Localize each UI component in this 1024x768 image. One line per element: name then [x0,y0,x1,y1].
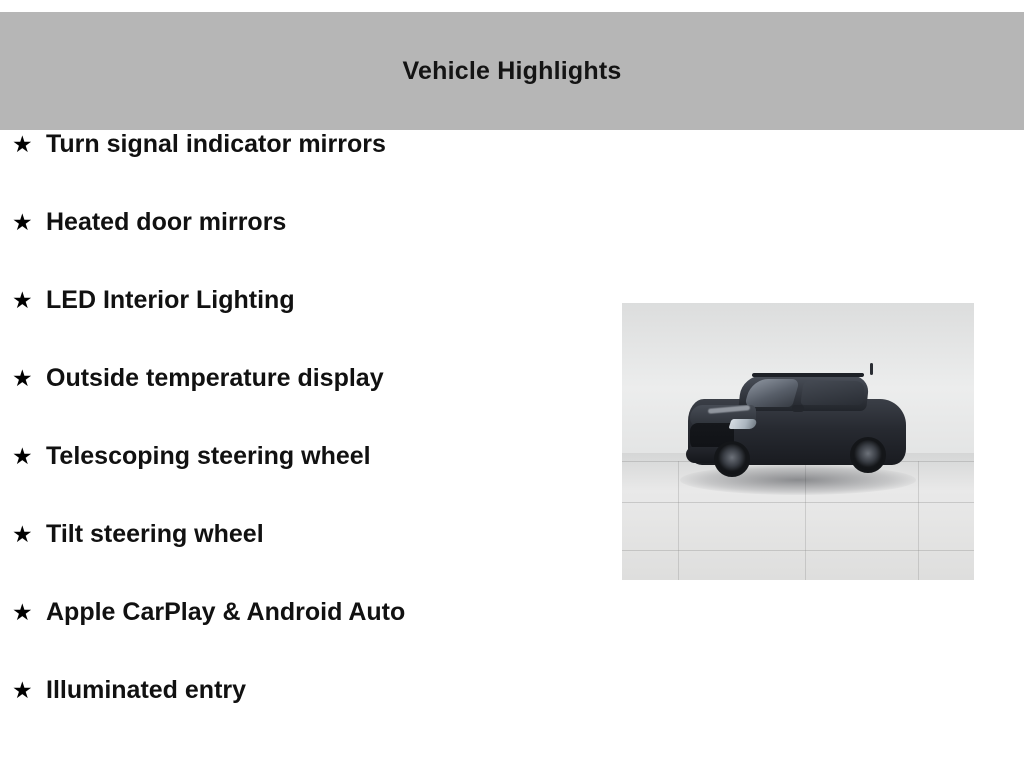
header-band [0,12,1024,130]
list-item-label: Outside temperature display [46,364,384,392]
list-item [0,208,620,286]
star-icon: ★ [12,677,33,703]
car-side-window [800,381,865,405]
list-item-label: Turn signal indicator mirrors [46,130,386,158]
list-item [0,598,620,676]
suv-illustration [674,361,924,501]
list-item [0,130,620,208]
page-title: Vehicle Highlights [402,56,622,85]
car-shadow [680,465,916,495]
list-item [0,676,620,754]
star-icon: ★ [12,209,33,235]
car-front-wheel [714,441,750,477]
floor-seam [622,550,974,551]
list-item-label: Tilt steering wheel [46,520,264,548]
car-headlight [728,419,757,429]
car-antenna [870,363,873,375]
list-item-label: LED Interior Lighting [46,286,295,314]
floor-seam [622,502,974,503]
star-icon: ★ [12,131,33,157]
car-roof-rail [752,373,864,377]
car-rear-wheel [850,437,886,473]
star-icon: ★ [12,599,33,625]
list-item [0,364,620,442]
vehicle-highlights-list [0,130,620,754]
list-item-label: Telescoping steering wheel [46,442,371,470]
list-item [0,520,620,598]
star-icon: ★ [12,287,33,313]
list-item [0,442,620,520]
star-icon: ★ [12,443,33,469]
list-item-label: Illuminated entry [46,676,247,704]
list-item [0,286,620,364]
list-item-label: Heated door mirrors [46,208,287,236]
vehicle-photo [622,303,974,580]
star-icon: ★ [12,521,33,547]
star-icon: ★ [12,365,33,391]
list-item-label: Apple CarPlay & Android Auto [46,598,406,626]
car-side-mirror [792,405,804,412]
